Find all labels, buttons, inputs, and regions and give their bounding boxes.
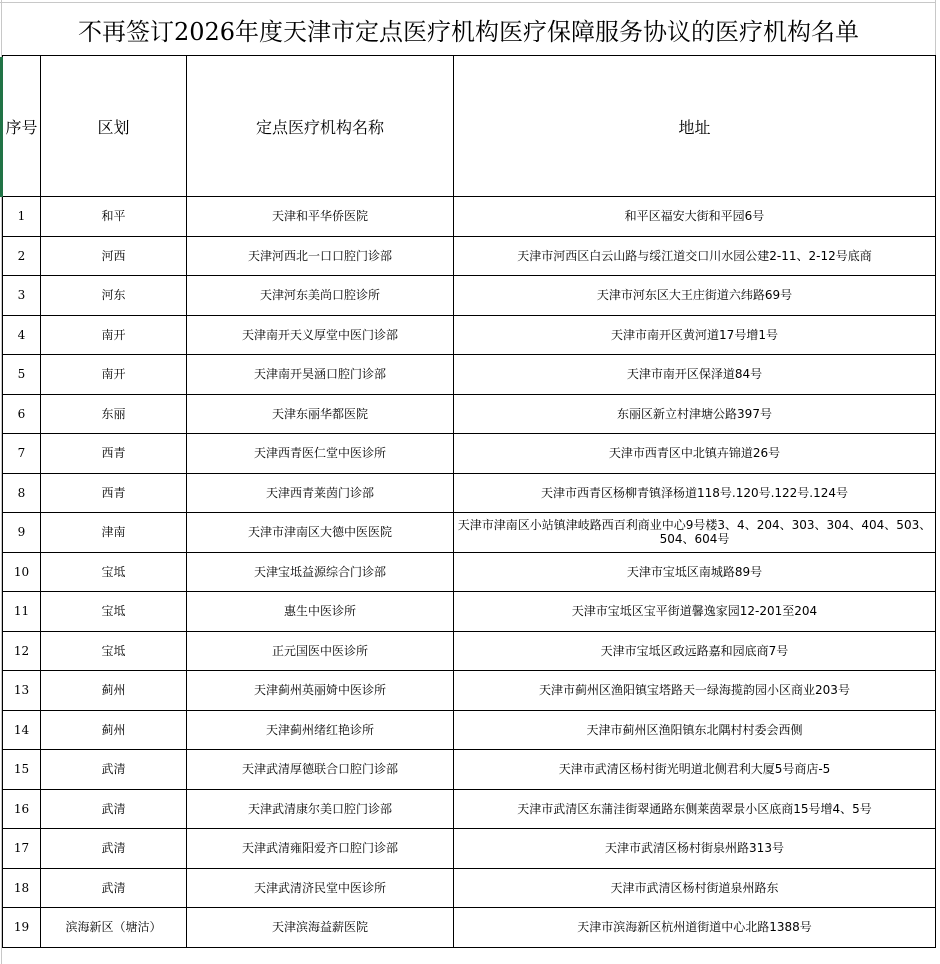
cell-institution-name[interactable]: 天津南开昊涵口腔门诊部 bbox=[187, 355, 454, 395]
cell-district[interactable]: 津南 bbox=[41, 513, 187, 553]
cell-index[interactable]: 10 bbox=[3, 552, 41, 592]
cell-district[interactable]: 宝坻 bbox=[41, 552, 187, 592]
cell-index[interactable]: 5 bbox=[3, 355, 41, 395]
cell-address[interactable]: 天津市武清区杨村街道泉州路东 bbox=[454, 868, 936, 908]
cell-institution-name[interactable]: 天津东丽华都医院 bbox=[187, 394, 454, 434]
cell-institution-name[interactable]: 天津和平华侨医院 bbox=[187, 197, 454, 237]
table-row bbox=[3, 315, 936, 355]
cell-address[interactable]: 天津市宝坻区宝平街道馨逸家园12-201至204 bbox=[454, 592, 936, 632]
cell-institution-name[interactable]: 天津西青莱茵门诊部 bbox=[187, 473, 454, 513]
table-row bbox=[3, 592, 936, 632]
selected-row-marker bbox=[0, 57, 3, 197]
cell-district[interactable]: 东丽 bbox=[41, 394, 187, 434]
cell-index[interactable]: 13 bbox=[3, 671, 41, 711]
cell-district[interactable]: 武清 bbox=[41, 829, 187, 869]
cell-address[interactable]: 天津市宝坻区南城路89号 bbox=[454, 552, 936, 592]
cell-address[interactable]: 天津市南开区黄河道17号增1号 bbox=[454, 315, 936, 355]
cell-institution-name[interactable]: 天津蓟州绪红艳诊所 bbox=[187, 710, 454, 750]
table-row bbox=[3, 671, 936, 711]
cell-index[interactable]: 19 bbox=[3, 908, 41, 948]
cell-address[interactable]: 天津市武清区东蒲洼街翠通路东侧莱茵翠景小区底商15号增4、5号 bbox=[454, 789, 936, 829]
table-row bbox=[3, 355, 936, 395]
cell-address[interactable]: 天津市南开区保泽道84号 bbox=[454, 355, 936, 395]
cell-district[interactable]: 西青 bbox=[41, 434, 187, 474]
cell-address[interactable]: 天津市宝坻区政远路嘉和园底商7号 bbox=[454, 631, 936, 671]
cell-district[interactable]: 武清 bbox=[41, 750, 187, 790]
cell-index[interactable]: 16 bbox=[3, 789, 41, 829]
cell-institution-name[interactable]: 天津武清康尔美口腔门诊部 bbox=[187, 789, 454, 829]
cell-index[interactable]: 1 bbox=[3, 197, 41, 237]
cell-index[interactable]: 6 bbox=[3, 394, 41, 434]
header-address[interactable]: 地址 bbox=[454, 56, 936, 197]
cell-district[interactable]: 西青 bbox=[41, 473, 187, 513]
document-title[interactable]: 不再签订2026年度天津市定点医疗机构医疗保障服务协议的医疗机构名单 bbox=[77, 17, 860, 46]
table-row bbox=[3, 750, 936, 790]
header-district[interactable]: 区划 bbox=[41, 56, 187, 197]
table-row bbox=[3, 829, 936, 869]
table-row bbox=[3, 710, 936, 750]
cell-index[interactable]: 15 bbox=[3, 750, 41, 790]
institution-table bbox=[2, 55, 936, 948]
cell-index[interactable]: 4 bbox=[3, 315, 41, 355]
table-row bbox=[3, 276, 936, 316]
cell-address[interactable]: 天津市西青区杨柳青镇泽杨道118号.120号.122号.124号 bbox=[454, 473, 936, 513]
cell-address[interactable]: 天津市河东区大王庄街道六纬路69号 bbox=[454, 276, 936, 316]
table-row bbox=[3, 908, 936, 948]
cell-address[interactable]: 天津市河西区白云山路与绥江道交口川水园公建2-11、2-12号底商 bbox=[454, 236, 936, 276]
cell-institution-name[interactable]: 天津武清济民堂中医诊所 bbox=[187, 868, 454, 908]
cell-address[interactable]: 和平区福安大街和平园6号 bbox=[454, 197, 936, 237]
table-row bbox=[3, 473, 936, 513]
table-row bbox=[3, 868, 936, 908]
cell-district[interactable]: 宝坻 bbox=[41, 631, 187, 671]
cell-institution-name[interactable]: 天津西青医仁堂中医诊所 bbox=[187, 434, 454, 474]
cell-index[interactable]: 8 bbox=[3, 473, 41, 513]
cell-institution-name[interactable]: 天津宝坻益源综合门诊部 bbox=[187, 552, 454, 592]
cell-index[interactable]: 14 bbox=[3, 710, 41, 750]
cell-district[interactable]: 宝坻 bbox=[41, 592, 187, 632]
table-body bbox=[3, 197, 936, 948]
table-row bbox=[3, 434, 936, 474]
table-row bbox=[3, 197, 936, 237]
cell-institution-name[interactable]: 天津蓟州英丽婍中医诊所 bbox=[187, 671, 454, 711]
table-row bbox=[3, 552, 936, 592]
sheet-gridline-right bbox=[935, 0, 936, 55]
cell-address[interactable]: 天津市武清区杨村街光明道北侧君利大厦5号商店-5 bbox=[454, 750, 936, 790]
cell-district[interactable]: 蓟州 bbox=[41, 710, 187, 750]
table-row bbox=[3, 513, 936, 553]
cell-district[interactable]: 武清 bbox=[41, 868, 187, 908]
cell-institution-name[interactable]: 正元国医中医诊所 bbox=[187, 631, 454, 671]
cell-address[interactable]: 天津市津南区小站镇津岐路西百利商业中心9号楼3、4、204、303、304、404、503、504、604号 bbox=[454, 513, 936, 553]
cell-district[interactable]: 滨海新区（塘沽） bbox=[41, 908, 187, 948]
header-row bbox=[3, 56, 936, 197]
cell-address[interactable]: 天津市滨海新区杭州道街道中心北路1388号 bbox=[454, 908, 936, 948]
table-row bbox=[3, 631, 936, 671]
cell-institution-name[interactable]: 惠生中医诊所 bbox=[187, 592, 454, 632]
cell-index[interactable]: 3 bbox=[3, 276, 41, 316]
table-row bbox=[3, 394, 936, 434]
header-name[interactable]: 定点医疗机构名称 bbox=[187, 56, 454, 197]
cell-index[interactable]: 17 bbox=[3, 829, 41, 869]
cell-institution-name[interactable]: 天津河东美尚口腔诊所 bbox=[187, 276, 454, 316]
cell-institution-name[interactable]: 天津市津南区大德中医医院 bbox=[187, 513, 454, 553]
cell-index[interactable]: 9 bbox=[3, 513, 41, 553]
cell-institution-name[interactable]: 天津南开天义厚堂中医门诊部 bbox=[187, 315, 454, 355]
cell-district[interactable]: 武清 bbox=[41, 789, 187, 829]
header-index[interactable]: 序号 bbox=[3, 56, 41, 197]
table-row bbox=[3, 236, 936, 276]
cell-index[interactable]: 12 bbox=[3, 631, 41, 671]
cell-index[interactable]: 7 bbox=[3, 434, 41, 474]
table-row bbox=[3, 789, 936, 829]
cell-district[interactable]: 南开 bbox=[41, 315, 187, 355]
cell-address[interactable]: 天津市西青区中北镇卉锦道26号 bbox=[454, 434, 936, 474]
cell-institution-name[interactable]: 天津滨海益薪医院 bbox=[187, 908, 454, 948]
cell-address[interactable]: 天津市蓟州区渔阳镇宝塔路天一绿海揽韵园小区商业203号 bbox=[454, 671, 936, 711]
cell-index[interactable]: 18 bbox=[3, 868, 41, 908]
cell-district[interactable]: 蓟州 bbox=[41, 671, 187, 711]
cell-district[interactable]: 河西 bbox=[41, 236, 187, 276]
cell-district[interactable]: 河东 bbox=[41, 276, 187, 316]
cell-index[interactable]: 11 bbox=[3, 592, 41, 632]
cell-institution-name[interactable]: 天津武清雍阳爱齐口腔门诊部 bbox=[187, 829, 454, 869]
cell-address[interactable]: 天津市蓟州区渔阳镇东北隅村村委会西侧 bbox=[454, 710, 936, 750]
cell-institution-name[interactable]: 天津河西北一口口腔门诊部 bbox=[187, 236, 454, 276]
cell-institution-name[interactable]: 天津武清厚德联合口腔门诊部 bbox=[187, 750, 454, 790]
cell-district[interactable]: 和平 bbox=[41, 197, 187, 237]
cell-address[interactable]: 东丽区新立村津塘公路397号 bbox=[454, 394, 936, 434]
cell-address[interactable]: 天津市武清区杨村街泉州路313号 bbox=[454, 829, 936, 869]
cell-index[interactable]: 2 bbox=[3, 236, 41, 276]
cell-district[interactable]: 南开 bbox=[41, 355, 187, 395]
